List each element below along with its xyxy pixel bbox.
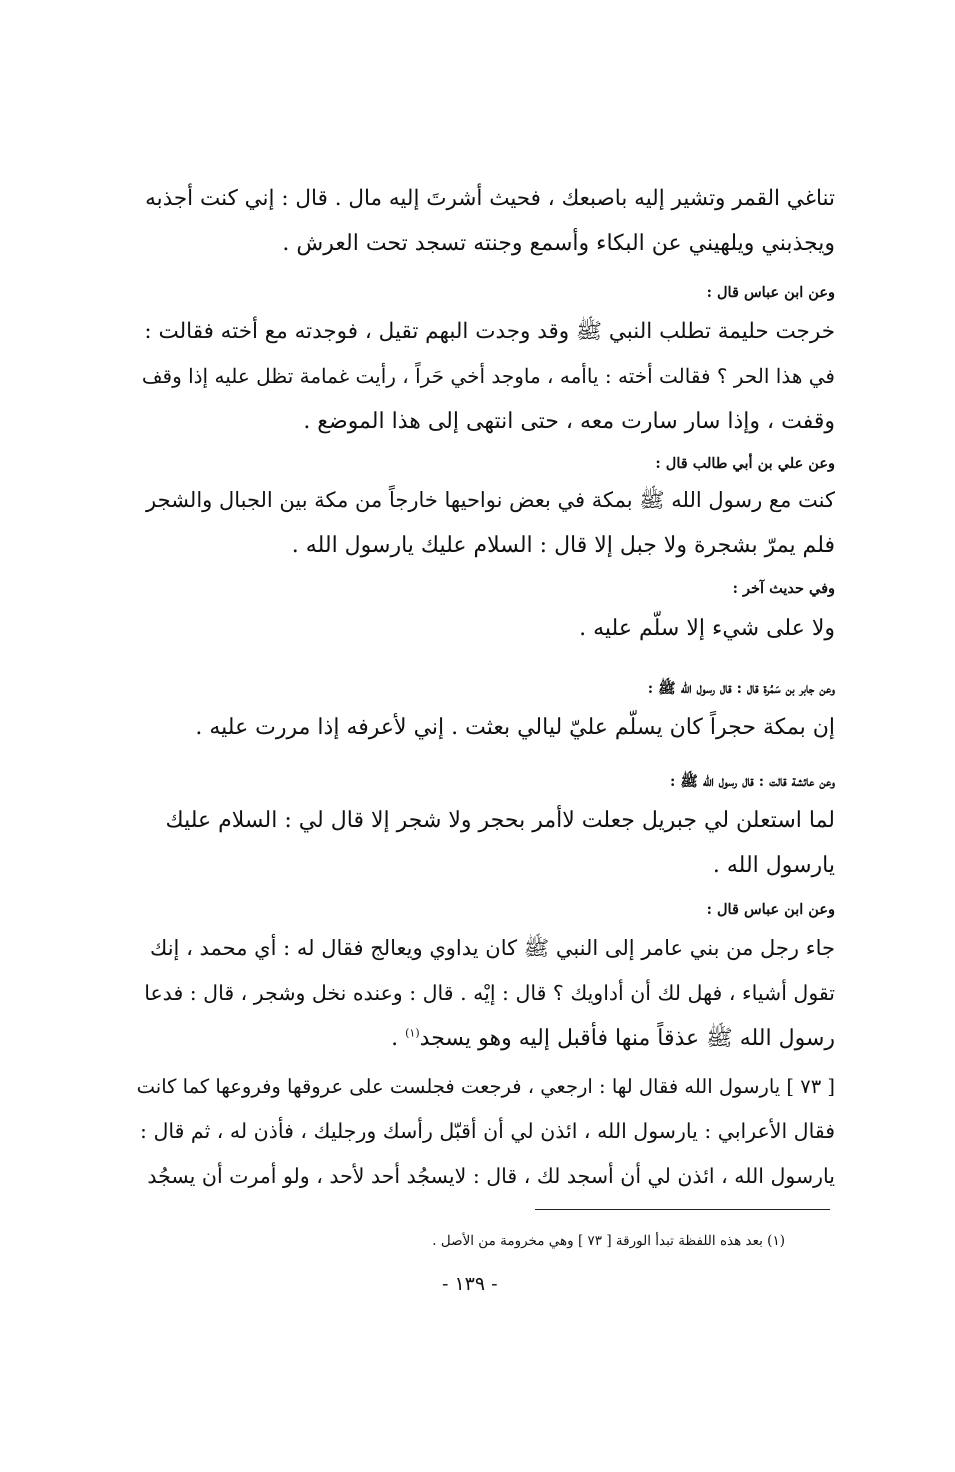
section-heading: وعن ابن عباس قال : — [706, 901, 835, 918]
text-line: في هذا الحر ؟ فقالت أخته : ياأمه ، ماوجد أخي حَراً ، رأيت غمامة تظل عليه إذا وقف — [141, 364, 835, 388]
text-line: خرجت حليمة تطلب النبي ﷺ وقد وجدت البهم تقيل ، فوجدته مع أخته فقالت : — [144, 319, 835, 344]
text-line — [135, 1016, 835, 1061]
text-line: فلم يمرّ بشجرة ولا جبل إلا قال : السلام عليك يارسول الله . — [291, 533, 835, 558]
page-number: - ١٣٩ - — [442, 1273, 498, 1295]
text-line: ويجذبني ويلهيني عن البكاء وأسمع وجنته تسجد تحت العرش . — [282, 231, 835, 256]
text-line: جاء رجل من بني عامر إلى النبي ﷺ كان يداوي ويعالج فقال له : أي محمد ، إنك — [150, 936, 835, 960]
section-heading: وفي حديث آخر : — [732, 580, 835, 597]
section-heading: وعن عائشة قالت : قال رسول الله ﷺ : — [669, 773, 835, 790]
paragraph-0 — [135, 176, 835, 266]
paragraph-6 — [135, 926, 835, 1061]
section-heading: وعن جابر بن سَمُرة قال : قال رسول الله ﷺ : — [647, 680, 835, 697]
text-line: تقول أشياء ، فهل لك أن أداويك ؟ قال : إيْه . قال : وعنده نخل وشجر ، قال : فدعا — [144, 981, 835, 1005]
paragraph-3 — [135, 606, 835, 651]
text-line: لما استعلن لي جبريل جعلت لاأمر بحجر ولا شجر إلا قال لي : السلام عليك — [165, 808, 835, 833]
text-line: [ ٧٣ ] يارسول الله فقال لها : ارجعي ، فرجعت فجلست على عروقها وفروعها كما كانت — [136, 1075, 835, 1098]
paragraph-7 — [135, 1064, 835, 1199]
text-line: يارسول الله ، ائذن لي أن أسجد لك ، قال : لايسجُد أحد لأحد ، ولو أمرت أن يسجُد — [147, 1164, 835, 1188]
text-line: يارسول الله . — [712, 853, 835, 878]
text-line: كنت مع رسول الله ﷺ بمكة في بعض نواحيها خارجاً من مكة بين الجبال والشجر — [146, 488, 835, 512]
text-line: ولا على شيء إلا سلّم عليه . — [579, 616, 835, 641]
section-heading: وعن علي بن أبي طالب قال : — [655, 455, 835, 472]
text-line: تناغي القمر وتشير إليه باصبعك ، فحيث أشرتَ إليه مال . قال : إني كنت أجذبه — [145, 186, 835, 211]
text-line: وقفت ، وإذا سار سارت معه ، حتى انتهى إلى هذا الموضع . — [303, 409, 835, 434]
footnote-marker[interactable]: (١) — [405, 1026, 420, 1040]
text-line-tail: . — [391, 1026, 406, 1051]
paragraph-4 — [135, 705, 835, 750]
footnote-text: (١) بعد هذه اللفظة تبدأ الورقة [ ٧٣ ] وهي مخرومة من الأصل . — [432, 1233, 785, 1249]
text-line-main: رسول الله ﷺ عذقاً منها فأقبل إليه وهو يسجد — [419, 1026, 835, 1051]
section-heading: وعن ابن عباس قال : — [706, 284, 835, 301]
paragraph-2 — [135, 478, 835, 568]
footnote-divider — [535, 1209, 830, 1210]
text-line: إن بمكة حجراً كان يسلّم عليّ ليالي بعثت . إني لأعرفه إذا مررت عليه . — [195, 715, 835, 740]
paragraph-1 — [135, 309, 835, 444]
paragraph-5 — [135, 798, 835, 888]
text-line: فقال الأعرابي : يارسول الله ، ائذن لي أن أقبّل رأسك ورجليك ، فأذن له ، ثم قال : — [140, 1119, 835, 1143]
